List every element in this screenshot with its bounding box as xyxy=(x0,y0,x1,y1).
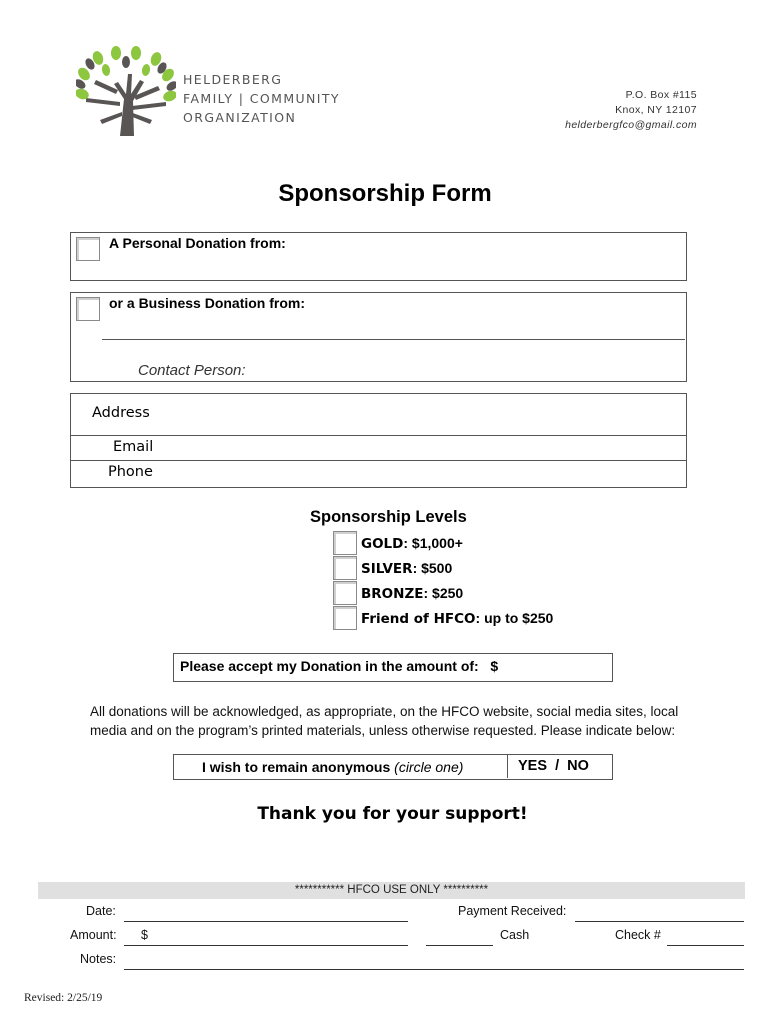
contact-info-box xyxy=(70,393,687,488)
city-state-zip: Knox, NY 12107 xyxy=(615,104,697,116)
office-cash-line[interactable] xyxy=(426,945,493,946)
office-cash-label: Cash xyxy=(500,928,530,942)
org-email: helderbergfco@gmail.com xyxy=(565,119,697,131)
office-amount-line[interactable] xyxy=(124,945,408,946)
contact-person-label: Contact Person: xyxy=(138,362,246,379)
levels-heading: Sponsorship Levels xyxy=(310,508,467,526)
silver-level-amount: : $500 xyxy=(412,560,453,576)
anonymous-divider xyxy=(507,755,508,778)
business-donation-checkbox[interactable] xyxy=(76,297,100,321)
anonymous-prompt xyxy=(202,759,463,775)
office-payment-line[interactable] xyxy=(575,921,744,922)
silver-level xyxy=(361,560,452,577)
office-check-line[interactable] xyxy=(667,945,744,946)
office-amount-prefix: $ xyxy=(141,928,148,942)
thank-you-text: Thank you for your support! xyxy=(257,804,528,824)
anonymous-options[interactable]: YES / NO xyxy=(518,758,589,774)
silver-checkbox[interactable] xyxy=(333,556,357,580)
office-check-label: Check # xyxy=(615,928,661,942)
gold-checkbox[interactable] xyxy=(333,531,357,555)
email-label: Email xyxy=(113,439,154,455)
bronze-level-name: BRONZE xyxy=(361,586,424,602)
org-logo xyxy=(76,44,176,139)
form-title: Sponsorship Form xyxy=(278,180,492,207)
friend-level-amount: : up to $250 xyxy=(475,610,554,626)
org-address xyxy=(565,88,697,133)
po-box: P.O. Box #115 xyxy=(625,89,697,101)
org-name-line1: HELDERBERG xyxy=(183,72,283,87)
personal-donation-checkbox[interactable] xyxy=(76,237,100,261)
tree-logo-icon xyxy=(76,44,176,139)
office-amount-label: Amount: xyxy=(70,928,117,942)
gold-level xyxy=(361,535,463,552)
office-notes-line[interactable] xyxy=(124,969,744,970)
org-name-line2: FAMILY | COMMUNITY xyxy=(183,91,340,106)
silver-level-name: SILVER xyxy=(361,561,413,577)
acknowledgement-line1: All donations will be acknowledged, as appropriate, on the HFCO website, social media sites, local xyxy=(90,704,679,719)
acknowledgement-text xyxy=(90,702,678,740)
office-date-label: Date: xyxy=(86,904,116,918)
friend-level xyxy=(361,610,553,627)
email-line[interactable] xyxy=(70,460,686,461)
personal-donation-label: A Personal Donation from: xyxy=(109,235,286,251)
address-line[interactable] xyxy=(70,435,686,436)
bronze-level-amount: : $250 xyxy=(423,585,464,601)
office-payment-label: Payment Received: xyxy=(458,904,567,918)
acknowledgement-line2: media and on the program’s printed materials, unless otherwise requested. Please indicate below: xyxy=(90,723,676,738)
office-notes-label: Notes: xyxy=(80,952,117,966)
business-name-line[interactable] xyxy=(102,339,685,340)
anonymous-hint: (circle one) xyxy=(394,759,464,775)
gold-level-name: GOLD xyxy=(361,536,404,552)
donation-amount-label: Please accept my Donation in the amount of: $ xyxy=(180,658,499,674)
bronze-level xyxy=(361,585,463,602)
business-donation-label: or a Business Donation from: xyxy=(109,295,306,311)
office-use-header: *********** HFCO USE ONLY ********** xyxy=(294,884,489,896)
office-date-line[interactable] xyxy=(124,921,408,922)
bronze-checkbox[interactable] xyxy=(333,581,357,605)
friend-level-name: Friend of HFCO xyxy=(361,611,476,627)
org-name xyxy=(183,70,340,127)
gold-level-amount: : $1,000+ xyxy=(403,535,463,551)
revised-date: Revised: 2/25/19 xyxy=(24,992,103,1004)
org-name-line3: ORGANIZATION xyxy=(183,110,297,125)
phone-label: Phone xyxy=(108,464,153,480)
friend-checkbox[interactable] xyxy=(333,606,357,630)
anonymous-label: I wish to remain anonymous xyxy=(202,759,391,775)
address-label: Address xyxy=(92,405,150,421)
